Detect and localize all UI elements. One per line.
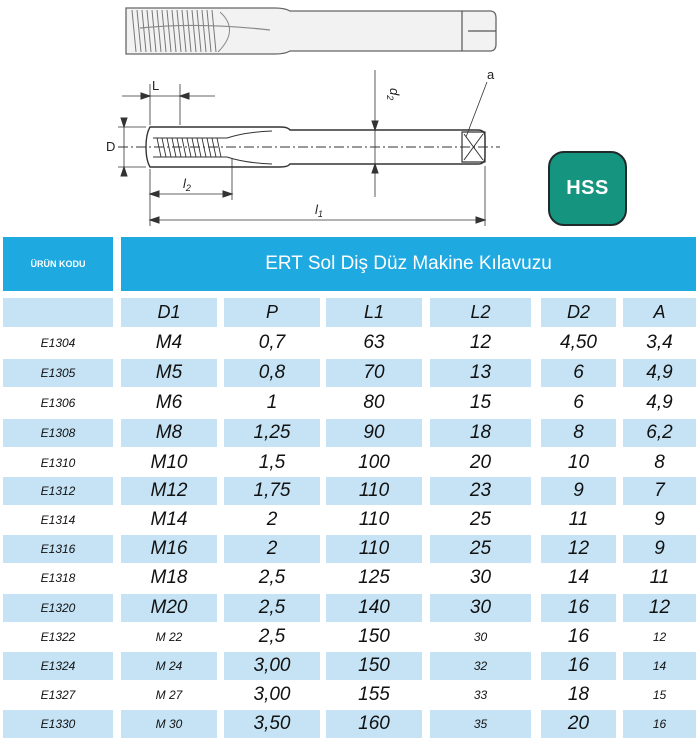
column-header-l1: L1 xyxy=(326,298,422,327)
dim-label-l2: $l_2$ xyxy=(183,176,191,193)
row-l1-cell: 110 xyxy=(326,535,422,563)
row-l1-cell: 155 xyxy=(358,684,390,705)
row-product-code: E1316 xyxy=(3,535,113,563)
row-l1-cell: 63 xyxy=(363,332,385,353)
row-p-cell: 2 xyxy=(224,535,320,563)
row-d2-cell: 16 xyxy=(541,594,616,622)
product-code-header: ÜRÜN KODU xyxy=(3,237,113,291)
row-d2-cell: 4,50 xyxy=(560,332,597,353)
row-d1-cell: M 24 xyxy=(121,652,217,680)
row-l1-cell: 125 xyxy=(358,567,390,588)
row-d2-cell: 6 xyxy=(573,392,584,413)
row-d1-cell: M 27 xyxy=(155,688,183,702)
column-header-p: P xyxy=(224,298,320,327)
row-l2-cell: 25 xyxy=(469,509,492,530)
row-p-cell: 0,8 xyxy=(224,359,320,387)
row-product-code: E1305 xyxy=(3,359,113,387)
row-l2-cell: 35 xyxy=(430,710,531,738)
row-a-cell: 3,4 xyxy=(646,332,673,353)
row-d2-cell: 16 xyxy=(541,652,616,680)
row-product-code: E1322 xyxy=(40,630,76,644)
row-d2-cell: 14 xyxy=(567,567,590,588)
row-d2-cell: 11 xyxy=(568,509,589,530)
row-d1-cell: M10 xyxy=(150,452,188,473)
row-d1-cell: M20 xyxy=(121,594,217,622)
row-d1-cell: M5 xyxy=(121,359,217,387)
row-d2-cell: 12 xyxy=(541,535,616,563)
row-a-cell: 8 xyxy=(654,452,665,473)
row-d2-cell: 18 xyxy=(567,684,590,705)
header-code-blank xyxy=(3,298,113,327)
row-d1-cell: M16 xyxy=(121,535,217,563)
row-product-code: E1327 xyxy=(40,688,76,702)
row-a-cell: 7 xyxy=(623,477,696,505)
row-l1-cell: 70 xyxy=(326,359,422,387)
row-a-cell: 11 xyxy=(649,567,670,588)
row-p-cell: 3,00 xyxy=(253,684,291,705)
row-d1-cell: M 22 xyxy=(155,630,183,644)
row-l2-cell: 15 xyxy=(469,392,492,413)
tap-technical-drawing xyxy=(118,70,500,226)
row-product-code: E1330 xyxy=(3,710,113,738)
row-l2-cell: 23 xyxy=(430,477,531,505)
row-l2-cell: 12 xyxy=(469,332,492,353)
row-l2-cell: 25 xyxy=(430,535,531,563)
row-d2-cell: 6 xyxy=(541,359,616,387)
hss-badge: HSS xyxy=(548,151,627,226)
row-p-cell: 2 xyxy=(266,509,278,530)
row-l2-cell: 32 xyxy=(430,652,531,680)
row-a-cell: 12 xyxy=(652,630,667,644)
row-product-code: E1310 xyxy=(40,456,76,470)
row-d1-cell: M 30 xyxy=(121,710,217,738)
row-a-cell: 4,9 xyxy=(646,392,673,413)
column-header-d1: D1 xyxy=(121,298,217,327)
row-p-cell: 2,5 xyxy=(224,594,320,622)
row-a-cell: 15 xyxy=(652,688,667,702)
row-p-cell: 0,7 xyxy=(258,332,286,353)
row-d2-cell: 16 xyxy=(567,626,590,647)
row-d2-cell: 9 xyxy=(541,477,616,505)
row-l2-cell: 30 xyxy=(469,567,492,588)
row-l1-cell: 80 xyxy=(363,392,385,413)
row-p-cell: 1,75 xyxy=(224,477,320,505)
row-l1-cell: 160 xyxy=(326,710,422,738)
row-l1-cell: 110 xyxy=(358,509,390,530)
row-d2-cell: 10 xyxy=(567,452,590,473)
row-p-cell: 1,25 xyxy=(224,419,320,447)
row-d1-cell: M14 xyxy=(150,509,188,530)
row-p-cell: 1,5 xyxy=(258,452,286,473)
row-a-cell: 9 xyxy=(654,509,665,530)
row-p-cell: 2,5 xyxy=(258,626,286,647)
row-l1-cell: 90 xyxy=(326,419,422,447)
column-header-d2: D2 xyxy=(541,298,616,327)
row-l2-cell: 30 xyxy=(473,630,488,644)
column-header-l2: L2 xyxy=(430,298,531,327)
row-l1-cell: 110 xyxy=(326,477,422,505)
row-l2-cell: 30 xyxy=(430,594,531,622)
row-d2-cell: 20 xyxy=(541,710,616,738)
table-title: ERT Sol Diş Düz Makine Kılavuzu xyxy=(121,237,696,291)
row-d1-cell: M4 xyxy=(155,332,183,353)
row-a-cell: 6,2 xyxy=(623,419,696,447)
row-a-cell: 9 xyxy=(623,535,696,563)
row-l2-cell: 18 xyxy=(430,419,531,447)
dim-label-a: a xyxy=(487,67,495,82)
row-d2-cell: 8 xyxy=(541,419,616,447)
row-d1-cell: M8 xyxy=(121,419,217,447)
row-p-cell: 2,5 xyxy=(258,567,286,588)
row-product-code: E1308 xyxy=(3,419,113,447)
row-d1-cell: M18 xyxy=(150,567,188,588)
dim-label-l1: $l_1$ xyxy=(315,202,323,219)
row-p-cell: 1 xyxy=(266,392,278,413)
row-product-code: E1320 xyxy=(3,594,113,622)
row-l1-cell: 150 xyxy=(326,652,422,680)
row-l2-cell: 20 xyxy=(469,452,492,473)
row-l2-cell: 13 xyxy=(430,359,531,387)
row-product-code: E1306 xyxy=(40,396,76,410)
row-l1-cell: 150 xyxy=(358,626,390,647)
row-d1-cell: M12 xyxy=(121,477,217,505)
column-header-a: A xyxy=(623,298,696,327)
row-product-code: E1318 xyxy=(40,571,76,585)
row-l1-cell: 100 xyxy=(358,452,390,473)
row-p-cell: 3,00 xyxy=(224,652,320,680)
row-a-cell: 12 xyxy=(623,594,696,622)
row-a-cell: 14 xyxy=(623,652,696,680)
row-l1-cell: 140 xyxy=(326,594,422,622)
tap-photo xyxy=(126,8,496,54)
dim-label-D: D xyxy=(106,139,116,154)
dim-label-L: L xyxy=(152,78,160,93)
row-a-cell: 4,9 xyxy=(623,359,696,387)
row-d1-cell: M6 xyxy=(155,392,183,413)
row-product-code: E1304 xyxy=(40,336,76,350)
row-product-code: E1324 xyxy=(3,652,113,680)
row-product-code: E1312 xyxy=(3,477,113,505)
row-a-cell: 16 xyxy=(623,710,696,738)
row-l2-cell: 33 xyxy=(473,688,488,702)
row-p-cell: 3,50 xyxy=(224,710,320,738)
row-product-code: E1314 xyxy=(40,513,76,527)
dim-label-d2: $d_2$ xyxy=(385,88,402,101)
